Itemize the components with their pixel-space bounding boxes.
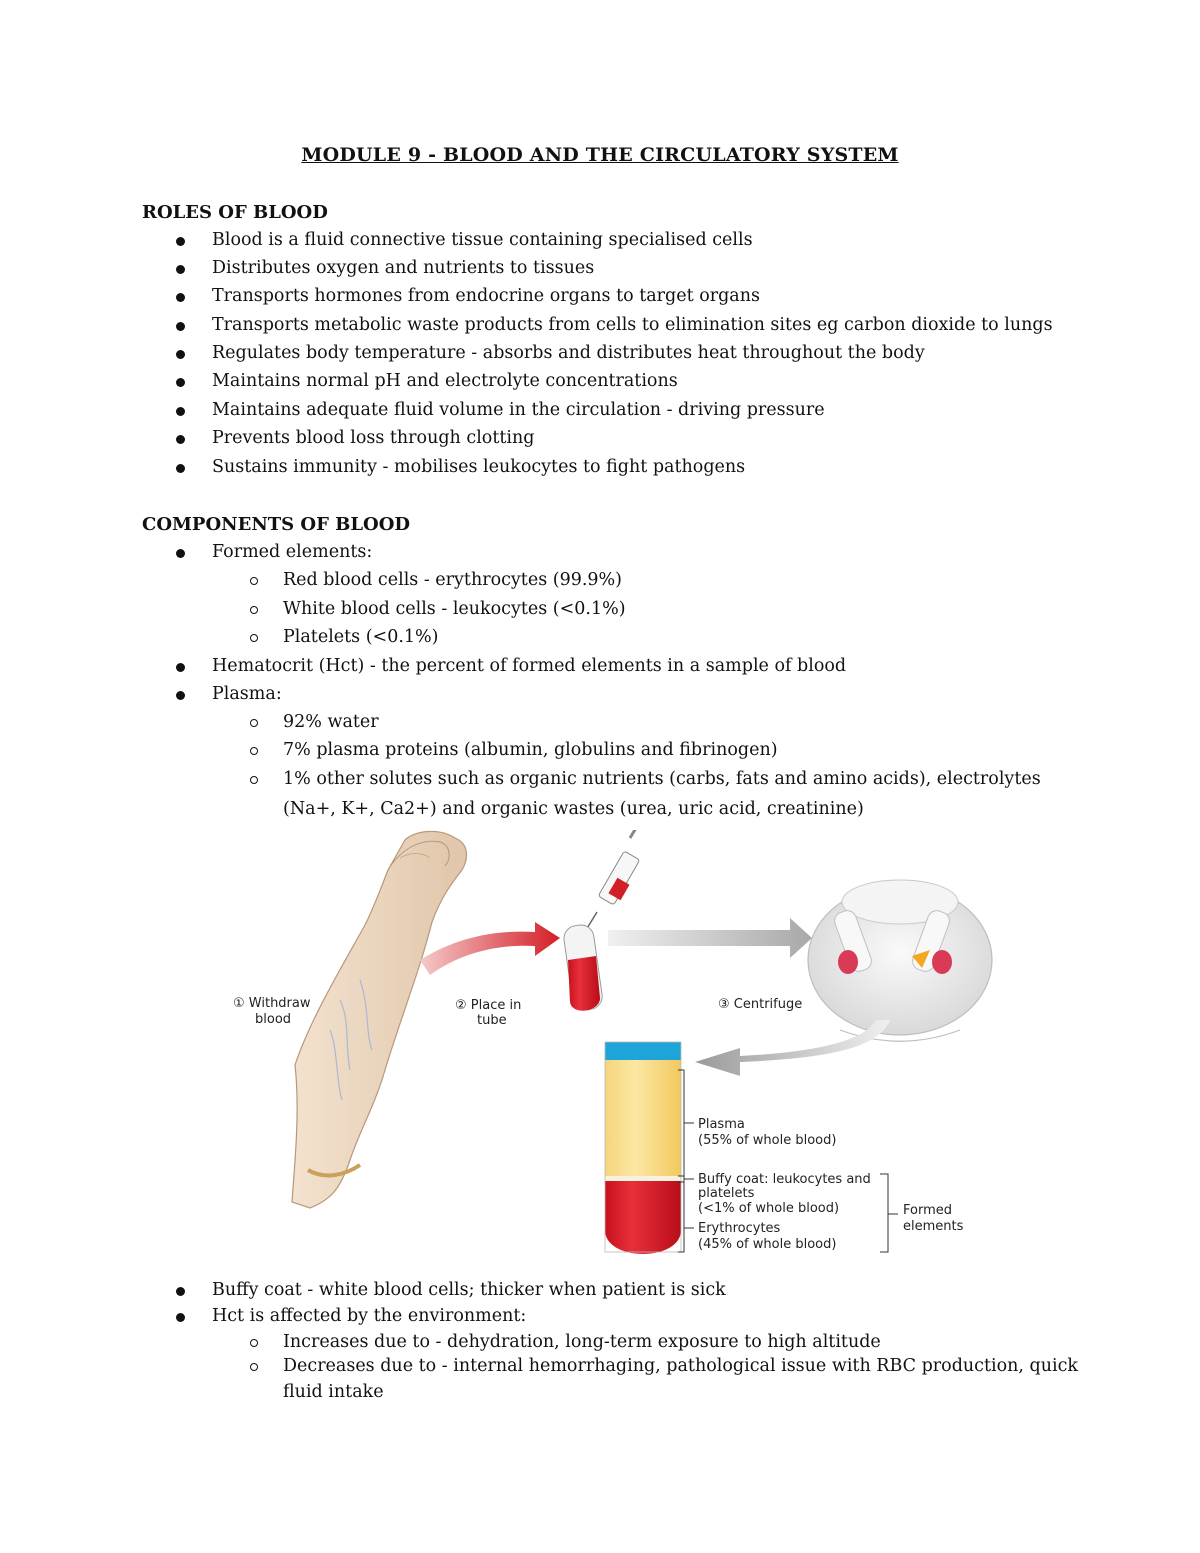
plasma-sublabel: (55% of whole blood) xyxy=(698,1133,837,1148)
buffy-coat-label: Buffy coat: leukocytes and xyxy=(698,1172,871,1187)
sub-bullet xyxy=(250,719,258,727)
list-item: Formed elements: xyxy=(212,542,373,562)
arm-illustration xyxy=(292,831,466,1208)
list-item: Buffy coat - white blood cells; thicker when patient is sick xyxy=(212,1280,726,1300)
buffy-coat-sublabel: (<1% of whole blood) xyxy=(698,1201,840,1216)
sub-list-item: Platelets (<0.1%) xyxy=(283,627,439,647)
section-heading-roles: ROLES OF BLOOD xyxy=(142,202,328,223)
erythrocytes-label: Erythrocytes xyxy=(698,1221,781,1236)
bullet xyxy=(176,237,185,246)
step2-label-line2: tube xyxy=(477,1013,507,1028)
sub-bullet xyxy=(250,577,258,585)
step1-label: ① Withdraw xyxy=(233,996,311,1011)
sub-list-item: 92% water xyxy=(283,712,379,732)
list-item: Hct is affected by the environment: xyxy=(212,1306,527,1326)
bullet xyxy=(176,265,185,274)
step1-label-line2: blood xyxy=(255,1012,292,1027)
sub-bullet xyxy=(250,747,258,755)
bullet xyxy=(176,407,185,416)
sub-bullet xyxy=(250,776,258,784)
bullet xyxy=(176,1287,185,1296)
list-item: Distributes oxygen and nutrients to tissues xyxy=(212,258,595,278)
sub-list-item: 1% other solutes such as organic nutrients (carbs, fats and amino acids), electrolytes xyxy=(283,769,1041,789)
list-item: Plasma: xyxy=(212,684,282,704)
list-item: Transports metabolic waste products from cells to elimination sites eg carbon dioxide to lungs xyxy=(212,315,1053,335)
bullet xyxy=(176,322,185,331)
gray-arrow-icon xyxy=(608,918,812,958)
list-item: Prevents blood loss through clotting xyxy=(212,428,535,448)
sub-list-item: Increases due to - dehydration, long-term exposure to high altitude xyxy=(283,1332,881,1352)
sub-list-item-continued: (Na+, K+, Ca2+) and organic wastes (urea, uric acid, creatinine) xyxy=(283,799,864,819)
list-item: Regulates body temperature - absorbs and distributes heat throughout the body xyxy=(212,343,925,363)
erythrocytes-sublabel: (45% of whole blood) xyxy=(698,1237,837,1252)
bullet xyxy=(176,464,185,473)
sub-list-item-continued: fluid intake xyxy=(283,1382,384,1402)
list-item: Blood is a fluid connective tissue containing specialised cells xyxy=(212,230,753,250)
formed-elements-label-line2: elements xyxy=(903,1219,964,1234)
bullet xyxy=(176,691,185,700)
bullet xyxy=(176,1313,185,1322)
step3-label: ③ Centrifuge xyxy=(718,997,803,1012)
red-arrow-icon xyxy=(420,922,560,975)
page-title: MODULE 9 - BLOOD AND THE CIRCULATORY SYSTEM xyxy=(301,144,899,166)
blood-sample-figure xyxy=(200,830,1000,1270)
sub-bullet xyxy=(250,606,258,614)
section-heading-components: COMPONENTS OF BLOOD xyxy=(142,514,410,535)
bullet xyxy=(176,435,185,444)
step2-label: ② Place in xyxy=(455,998,522,1013)
bullet xyxy=(176,350,185,359)
list-item: Transports hormones from endocrine organs to target organs xyxy=(212,286,760,306)
list-item: Maintains normal pH and electrolyte concentrations xyxy=(212,371,678,391)
buffy-coat-label-line2: platelets xyxy=(698,1186,755,1201)
syringe-and-tube-illustration xyxy=(562,830,642,1012)
formed-elements-label: Formed xyxy=(903,1203,952,1218)
sub-list-item: Decreases due to - internal hemorrhaging, pathological issue with RBC production, quick xyxy=(283,1356,1079,1376)
sub-list-item: 7% plasma proteins (albumin, globulins and fibrinogen) xyxy=(283,740,778,760)
sub-list-item: White blood cells - leukocytes (<0.1%) xyxy=(283,599,626,619)
sub-list-item: Red blood cells - erythrocytes (99.9%) xyxy=(283,570,622,590)
centrifuge-illustration xyxy=(808,880,992,1041)
list-item: Hematocrit (Hct) - the percent of formed elements in a sample of blood xyxy=(212,656,847,676)
list-item: Maintains adequate fluid volume in the circulation - driving pressure xyxy=(212,400,825,420)
bullet xyxy=(176,663,185,672)
hematocrit-tube xyxy=(605,1042,681,1254)
sub-bullet xyxy=(250,634,258,642)
bullet xyxy=(176,378,185,387)
sub-bullet xyxy=(250,1363,258,1371)
sub-bullet xyxy=(250,1339,258,1347)
bullet xyxy=(176,293,185,302)
bullet xyxy=(176,549,185,558)
plasma-label: Plasma xyxy=(698,1117,745,1132)
list-item: Sustains immunity - mobilises leukocytes to fight pathogens xyxy=(212,457,746,477)
